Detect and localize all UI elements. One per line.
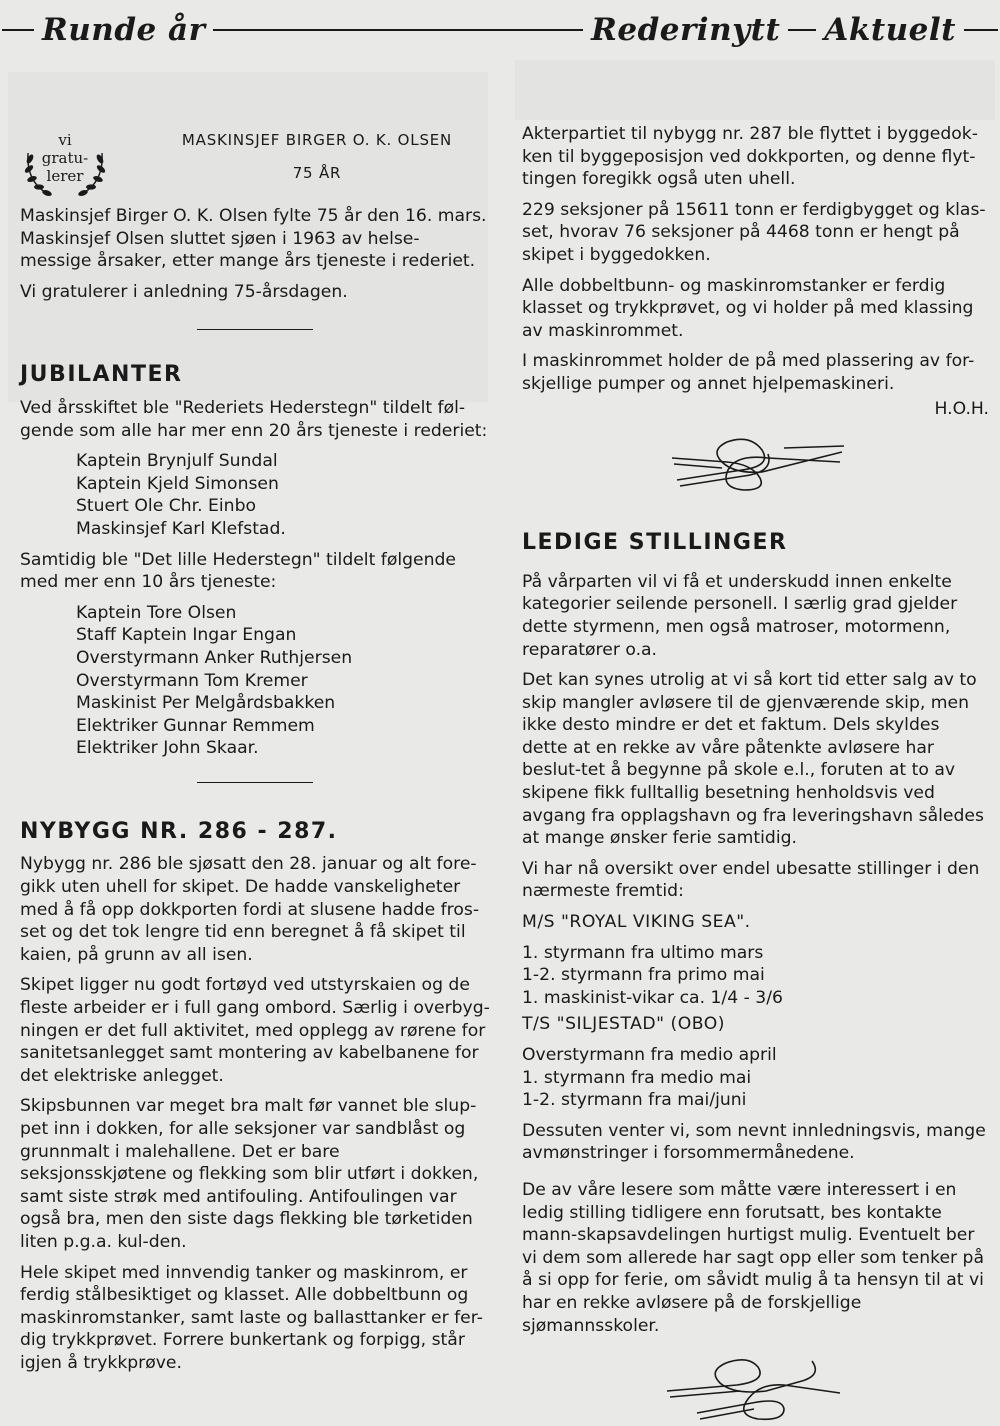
ship-name: M/S "ROYAL VIKING SEA". [522,912,751,933]
list-item: Maskinist Per Melgårdsbakken [76,693,336,714]
section-divider [197,329,313,330]
header-right-title: Aktuelt [824,12,956,48]
bleed-through-text [515,60,995,120]
birthday-paragraph: Vi gratulerer i anledning 75-årsdagen. [20,281,348,302]
birthday-age: 75 ÅR [292,164,342,182]
page-header [0,0,1000,60]
list-item: Elektriker John Skaar. [76,738,259,759]
header-left-title: Runde år [42,12,206,48]
left-column [20,115,490,1383]
nybygg-paragraph: Nybygg nr. 286 ble sjøsatt den 28. januar og alt fore-gikk uten uhell for skipet. De hadde vanskeligheter med å få opp dokkporten fordi at slusene hadde fros-set og det tok lengre tid enn beregnet å få skipet til kaien, på grunn av all isen. [20,854,480,965]
nybygg-paragraph: Hele skipet med innvendig tanker og maskinrom, er ferdig stålbesiktiget og klasset. Alle dobbeltbunn og maskinromstanker, samt laste og ballasttanker er fer-dig trykkprøvet. Forrere bunkertank og forpigg, står igjen å trykkprøve. [20,1262,483,1373]
nybygg-continuation: Alle dobbeltbunn- og maskinromstanker er ferdig klasset og trykkprøvet, og vi holder på med klassing av maskinrommet. [522,275,974,341]
ledige-closing: Dessuten venter vi, som nevnt innledningsvis, mange avmønstringer i forsommermånedene. [522,1120,986,1164]
list-item: Overstyrmann Tom Kremer [76,670,308,691]
list-item: Kaptein Brynjulf Sundal [76,451,278,472]
list-item: 1. styrmann fra ultimo mars [522,942,764,963]
list-item: 1. styrmann fra medio mai [522,1067,752,1088]
wreath-text: gratu- [41,149,89,167]
list-item: Kaptein Tore Olsen [76,602,237,623]
nybygg-continuation: I maskinrommet holder de på med plassering av for-skjellige pumper og annet hjelpemaskineri. [522,351,975,394]
list-item: 1. maskinist-vikar ca. 1/4 - 3/6 [522,987,783,1008]
wreath-icon [20,125,110,201]
list-item: Overstyrmann fra medio april [522,1045,777,1065]
list-item: Overstyrmann Anker Ruthjersen [76,647,353,668]
wreath-text: lerer [46,167,84,185]
list-item: 1-2. styrmann fra mai/juni [522,1090,747,1111]
jubilanter-heading: JUBILANTER [20,362,183,388]
birthday-header [20,115,490,205]
header-rule [964,29,998,31]
birthday-paragraph: Maskinsjef Birger O. K. Olsen fylte 75 år den 16. mars. Maskinsjef Olsen sluttet sjøen i 1963 av helse-messige årsaker, etter mange års tjeneste i rederiet. [20,206,487,272]
nybygg-paragraph: Skipsbunnen var meget bra malt før vannet ble slup-pet inn i dokken, for alle seksjoner var sandblåst og grunnmalt i malehallene. Det er bare seksjonsskjøtene og flekking som blir utført i dokken, samt siste strøk med antifouling. Antifoulingen var også bra, men den siste dags flekking ble tørketiden liten p.g.a. kul-den. [20,1096,479,1252]
ledige-paragraph: Vi har nå oversikt over endel ubesatte stillinger i den nærmeste fremtid: [522,858,980,902]
list-item: Maskinsjef Karl Klefstad. [76,518,286,539]
list-item: Stuert Ole Chr. Einbo [76,496,256,517]
birthday-title: MASKINSJEF BIRGER O. K. OLSEN [181,131,453,149]
hederstegn-list [76,450,490,540]
nybygg-heading: NYBYGG NR. 286 - 287. [20,818,338,844]
position-list [522,1044,989,1112]
wreath-text: vi [58,131,72,149]
ship-name: T/S "SILJESTAD" (OBO) [522,1014,725,1035]
jubilanter-intro: Samtidig ble "Det lille Hederstegn" tildelt følgende med mer enn 10 års tjeneste: [20,549,456,593]
ledige-heading: LEDIGE STILLINGER [522,530,788,556]
list-item: Elektriker Gunnar Remmem [76,715,315,736]
list-item: Kaptein Kjeld Simonsen [76,473,279,494]
section-divider [197,782,313,783]
lille-hederstegn-list [76,602,490,760]
ledige-paragraph: Det kan synes utrolig at vi så kort tid etter salg av to skip mangler avløsere til de gjenværende skip, men ikke desto mindre er det et faktum. Dels skyldes dette at en rekke av våre påtenkte avløsere har beslut-tet å begynne på skole e.l., foruten at to av skipene fikk fulltallig besetning henholdsvis ved avgang fra opplagshavn og fra leveringshavn således at mange ønsker ferie samtidig. [522,670,984,849]
right-column [522,123,989,1426]
jubilanter-intro: Ved årsskiftet ble "Rederiets Hederstegn" tildelt føl-gende som alle har mer enn 20 års tjeneste i rederiet: [20,397,488,441]
rope-knot-icon [522,428,989,498]
signature: H.O.H. [934,398,989,419]
ledige-closing: De av våre lesere som måtte være interessert i en ledig stilling tidligere enn forutsatt, bes kontakte mann-skapsavdelingen hurtigst mulig. Eventuelt ber vi dem som allerede har sagt opp eller som tenker på å si opp for ferie, om såvidt mulig å ta hensyn til at vi har en rekke avløsere på de forskjellige sjømannsskoler. [522,1179,984,1336]
nybygg-continuation: Akterpartiet til nybygg nr. 287 ble flyttet i byggedok-ken til byggeposisjon ved dokkporten, og denne flyt-tingen foregikk også uten uhell. [522,124,978,190]
nybygg-continuation: 229 seksjoner på 15611 tonn er ferdigbygget og klas-set, hvorav 76 seksjoner på 4468 tonn er hengt på skipet i byggedokken. [522,199,986,265]
list-item: 1-2. styrmann fra primo mai [522,965,765,986]
list-item: Staff Kaptein Ingar Engan [76,625,297,646]
header-rule [2,29,34,31]
ledige-paragraph: På vårparten vil vi få et underskudd innen enkelte kategorier seilende personell. I særlig grad gjelder dette styrmenn, men også matroser, motormenn, reparatører o.a. [522,571,958,660]
nybygg-paragraph: Skipet ligger nu godt fortøyd ved utstyrskaien og de fleste arbeider er i full gang ombord. Særlig i overbyg-ningen er det full aktivitet, med opplegg av rørene for sanitetsanlegget samt montering av kabelbanene for det elektriske anlegget. [20,975,490,1086]
header-rule [213,29,583,31]
position-list [522,942,989,1010]
header-rule [788,29,816,31]
header-center-title: Rederinytt [591,12,781,48]
